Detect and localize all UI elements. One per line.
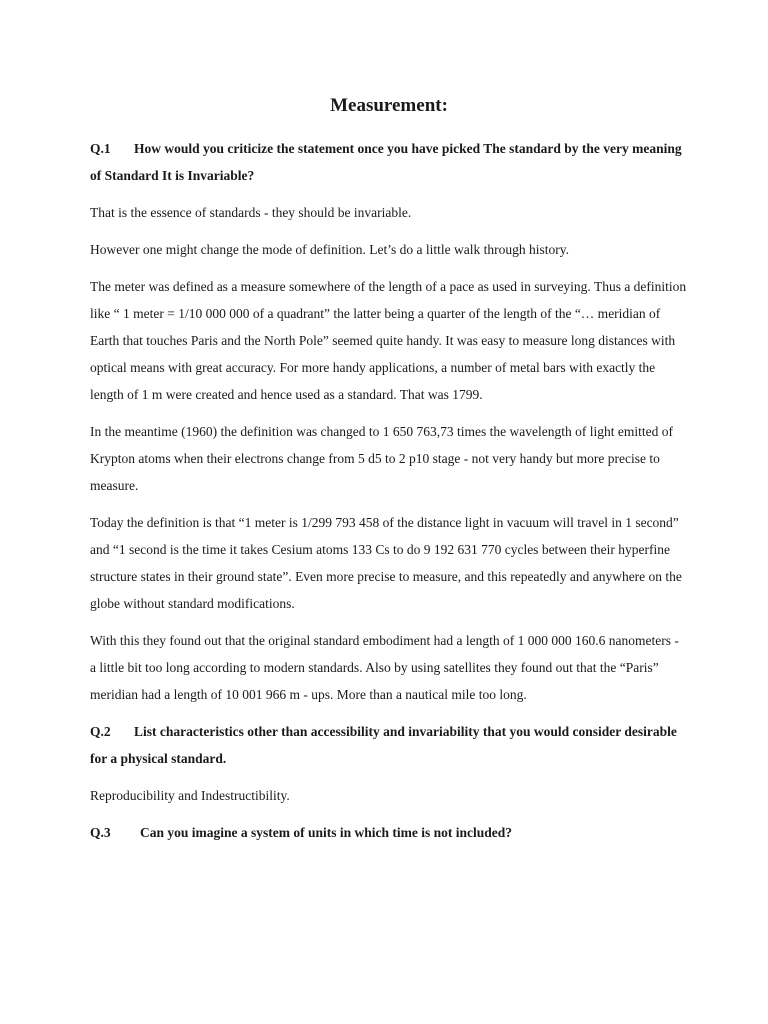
question-1 (90, 135, 688, 189)
question-text: Can you imagine a system of units in which time is not included? (140, 825, 513, 840)
paragraph: In the meantime (1960) the definition was changed to 1 650 763,73 times the wavelength of light emitted of Krypton atoms when their electrons change from 5 d5 to 2 p10 stage - not very handy but more precise to measure. (90, 424, 673, 493)
paragraph: The meter was defined as a measure somewhere of the length of a pace as used in surveying. Thus a definition like “ 1 meter = 1/10 000 000 of a quadrant” the latter being a quarter of the length of the “… meridian of Earth that touches Paris and the North Pole” seemed quite handy. It was easy to measure long distances with optical means with great accuracy. For more handy applications, a number of metal bars with exactly the length of 1 m were created and hence used as a standard. That was 1799. (90, 279, 687, 402)
document-body (90, 93, 688, 856)
question-text: How would you criticize the statement once you have picked The standard by the very meaning of Standard It is Invariable? (90, 141, 682, 183)
question-text: List characteristics other than accessibility and invariability that you would consider desirable for a physical standard. (90, 724, 677, 766)
paragraph: With this they found out that the original standard embodiment had a length of 1 000 000 160.6 nanometers - a little bit too long according to modern standards. Also by using satellites they found out that the “Paris” meridian had a length of 10 001 966 m - ups. More than a nautical mile too long. (90, 633, 679, 702)
paragraph: However one might change the mode of definition. Let’s do a little walk through history. (90, 242, 570, 257)
paragraph: That is the essence of standards - they should be invariable. (90, 205, 412, 220)
question-number: Q.3 (90, 825, 111, 840)
question-number: Q.1 (90, 141, 111, 156)
answer-paragraph: Reproducibility and Indestructibility. (90, 788, 290, 803)
question-3 (90, 819, 688, 846)
question-2 (90, 718, 688, 772)
question-number: Q.2 (90, 724, 111, 739)
paragraph: Today the definition is that “1 meter is 1/299 793 458 of the distance light in vacuum will travel in 1 second” and “1 second is the time it takes Cesium atoms 133 Cs to do 9 192 631 770 cycles between their hyperfine structure states in their ground state”. Even more precise to measure, and this repeatedly and anywhere on the globe without standard modifications. (90, 515, 682, 611)
page-title: Measurement: (330, 95, 448, 116)
